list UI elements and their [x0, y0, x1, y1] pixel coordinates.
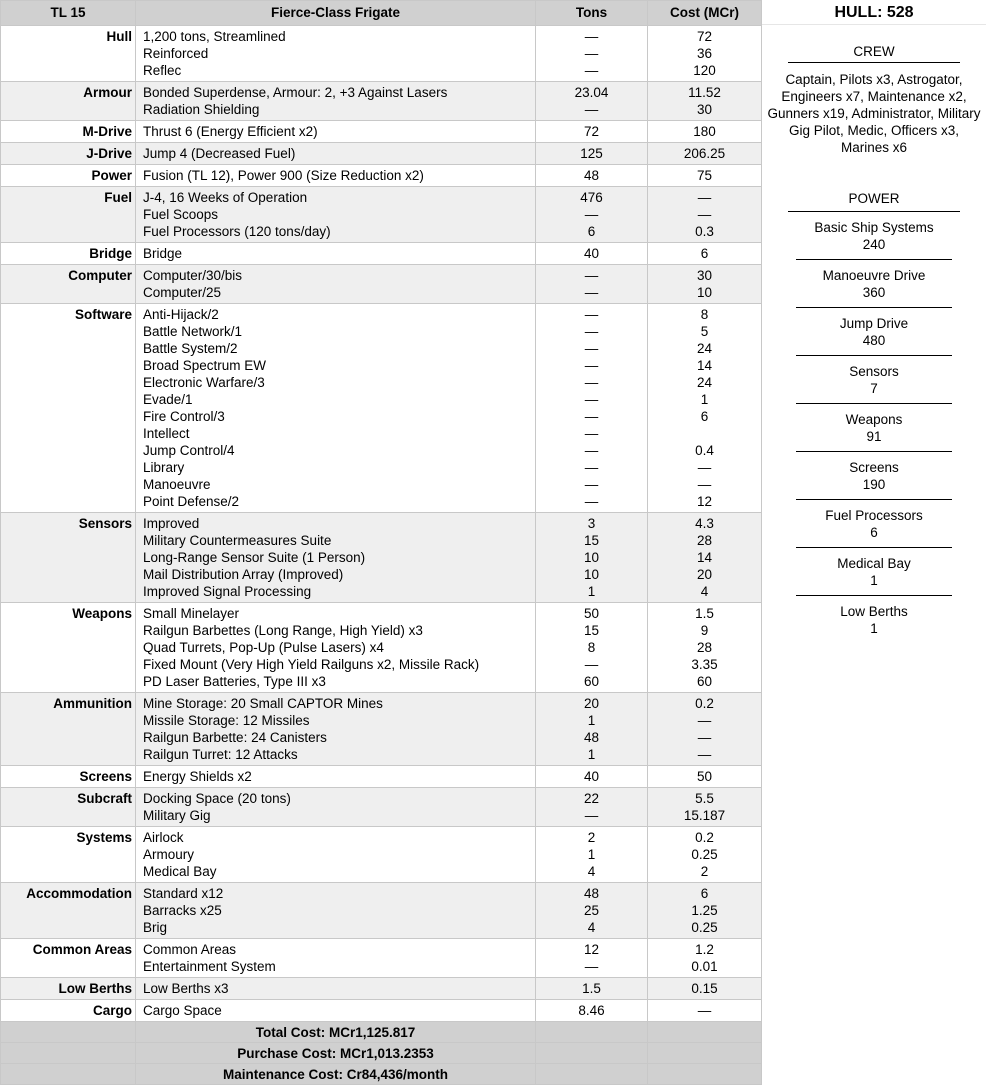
header-ship-name: Fierce-Class Frigate — [136, 1, 536, 26]
tons-value: 6 — [587, 224, 596, 239]
item-name: Fuel Scoops — [143, 207, 219, 222]
power-label: Medical Bay — [837, 556, 911, 571]
items-cell — [136, 939, 536, 978]
cost-value: 0.2 — [695, 830, 714, 845]
cost-cell — [648, 265, 762, 304]
cost-cell — [648, 26, 762, 82]
tons-value: 8.46 — [578, 1003, 605, 1018]
crew-list: Captain, Pilots x3, Astrogator, Engineers x7, Maintenance x2, Gunners x19, Administrator, Military Gig Pilot, Medic, Officers x3, Marines x6 — [767, 72, 981, 155]
tons-value: 48 — [583, 730, 600, 745]
table-row — [1, 265, 762, 304]
table-row — [1, 693, 762, 766]
tons-value: 4 — [587, 864, 596, 879]
items-cell — [136, 304, 536, 513]
cost-value: — — [697, 713, 712, 728]
items-cell — [136, 788, 536, 827]
tons-value: 72 — [583, 124, 600, 139]
items-cell — [136, 827, 536, 883]
cost-value: 0.3 — [695, 224, 714, 239]
item-name: Computer/25 — [143, 285, 222, 300]
cost-cell — [648, 603, 762, 693]
cost-cell — [648, 187, 762, 243]
power-heading: POWER — [848, 191, 900, 206]
power-value: 7 — [870, 381, 878, 396]
cost-value: — — [697, 207, 712, 222]
item-name: Evade/1 — [143, 392, 193, 407]
tons-value: — — [584, 460, 599, 475]
power-item — [796, 596, 952, 643]
cost-value: 11.52 — [688, 85, 721, 100]
items-cell — [136, 603, 536, 693]
tons-value: 48 — [583, 886, 600, 901]
item-name: Improved — [143, 516, 200, 531]
cost-value: 28 — [696, 533, 713, 548]
power-value: 190 — [862, 477, 886, 492]
cost-cell — [648, 121, 762, 143]
power-value: 1 — [870, 573, 878, 588]
crew-heading: CREW — [853, 44, 895, 59]
total-cost: Total Cost: MCr1,125.817 — [136, 1022, 536, 1043]
category-label: Low Berths — [1, 978, 136, 1000]
items-cell — [136, 513, 536, 603]
cost-cell — [648, 939, 762, 978]
items-cell — [136, 243, 536, 265]
power-value: 360 — [862, 285, 886, 300]
tons-value: — — [584, 375, 599, 390]
table-row — [1, 121, 762, 143]
tons-cell — [536, 304, 648, 513]
category-label: M-Drive — [1, 121, 136, 143]
tons-value: 40 — [583, 769, 600, 784]
cost-cell — [648, 788, 762, 827]
cost-value: 75 — [696, 168, 713, 183]
table-row — [1, 143, 762, 165]
item-name: Quad Turrets, Pop-Up (Pulse Lasers) x4 — [143, 640, 384, 655]
cost-value: 5.5 — [695, 791, 714, 806]
tons-value: — — [584, 268, 599, 283]
tons-value: 22 — [583, 791, 600, 806]
power-item — [796, 308, 952, 356]
cost-value: 3.35 — [691, 657, 718, 672]
item-name: Railgun Barbettes (Long Range, High Yield) x3 — [143, 623, 423, 638]
tons-value: — — [584, 392, 599, 407]
cost-value: 6 — [700, 246, 709, 261]
cost-value: 24 — [696, 375, 713, 390]
item-name: Armoury — [143, 847, 195, 862]
item-name: PD Laser Batteries, Type III x3 — [143, 674, 326, 689]
item-name: Mail Distribution Array (Improved) — [143, 567, 344, 582]
item-name: Point Defense/2 — [143, 494, 240, 509]
item-name: Standard x12 — [143, 886, 224, 901]
table-body — [1, 26, 762, 1022]
cost-cell — [648, 165, 762, 187]
table-row — [1, 883, 762, 939]
tons-value: 12 — [583, 942, 600, 957]
cost-value: 180 — [693, 124, 716, 139]
cost-value: 10 — [696, 285, 713, 300]
category-label: Sensors — [1, 513, 136, 603]
tons-value: 23.04 — [574, 85, 609, 100]
power-label: Sensors — [849, 364, 899, 379]
category-label: Subcraft — [1, 788, 136, 827]
cost-value: 12 — [696, 494, 713, 509]
item-name: Common Areas — [143, 942, 237, 957]
cost-value: — — [697, 460, 712, 475]
power-item — [796, 404, 952, 452]
cost-value: 8 — [700, 307, 709, 322]
tons-cell — [536, 693, 648, 766]
tons-value: 50 — [583, 606, 600, 621]
cost-value: 1.25 — [691, 903, 718, 918]
tons-value: — — [584, 426, 599, 441]
total-cost-row — [1, 1022, 762, 1043]
item-name: Railgun Barbette: 24 Canisters — [143, 730, 327, 745]
category-label: Power — [1, 165, 136, 187]
category-label: Fuel — [1, 187, 136, 243]
tons-cell — [536, 165, 648, 187]
cost-value: 14 — [696, 550, 713, 565]
tons-value: — — [584, 29, 599, 44]
category-label: Software — [1, 304, 136, 513]
item-name: J-4, 16 Weeks of Operation — [143, 190, 308, 205]
item-name: Bridge — [143, 246, 183, 261]
tons-value: 1 — [587, 747, 596, 762]
tons-value: 3 — [587, 516, 596, 531]
cost-value: 2 — [700, 864, 709, 879]
tons-value: 4 — [587, 920, 596, 935]
items-cell — [136, 121, 536, 143]
power-label: Fuel Processors — [825, 508, 923, 523]
tons-value: — — [584, 358, 599, 373]
cost-value: — — [697, 477, 712, 492]
cost-value: 30 — [696, 268, 713, 283]
tons-cell — [536, 26, 648, 82]
tons-value: 10 — [583, 550, 600, 565]
cost-value: 4.3 — [695, 516, 714, 531]
cost-value: 15.187 — [683, 808, 726, 823]
purchase-cost-row — [1, 1043, 762, 1064]
tons-cell — [536, 121, 648, 143]
tons-value: — — [584, 207, 599, 222]
cost-value: — — [697, 747, 712, 762]
table-row — [1, 827, 762, 883]
items-cell — [136, 26, 536, 82]
item-name: Improved Signal Processing — [143, 584, 312, 599]
cost-value: — — [697, 1003, 712, 1018]
item-name: Broad Spectrum EW — [143, 358, 267, 373]
cost-value: 0.25 — [691, 847, 718, 862]
header-tons: Tons — [536, 1, 648, 26]
hull-title: HULL: 528 — [762, 0, 986, 25]
tons-cell — [536, 603, 648, 693]
power-label: Weapons — [845, 412, 903, 427]
tons-cell — [536, 82, 648, 121]
tons-value: 2 — [587, 830, 596, 845]
item-name: Long-Range Sensor Suite (1 Person) — [143, 550, 366, 565]
tons-cell — [536, 939, 648, 978]
tons-value: 1 — [587, 847, 596, 862]
item-name: Manoeuvre — [143, 477, 211, 492]
cost-cell — [648, 304, 762, 513]
item-name: Brig — [143, 920, 168, 935]
category-label: Systems — [1, 827, 136, 883]
cost-value: 1.2 — [695, 942, 714, 957]
tons-value: — — [584, 808, 599, 823]
table-row — [1, 243, 762, 265]
item-name: Electronic Warfare/3 — [143, 375, 265, 390]
power-value: 480 — [862, 333, 886, 348]
cost-value: 28 — [696, 640, 713, 655]
cost-value: 50 — [696, 769, 713, 784]
item-name: Anti-Hijack/2 — [143, 307, 219, 322]
tons-cell — [536, 788, 648, 827]
category-label: Cargo — [1, 1000, 136, 1022]
tons-value: — — [584, 46, 599, 61]
cost-value: 36 — [696, 46, 713, 61]
item-name: Entertainment System — [143, 959, 276, 974]
cost-cell — [648, 693, 762, 766]
cost-value: 0.4 — [695, 443, 714, 458]
tons-cell — [536, 766, 648, 788]
cost-cell — [648, 243, 762, 265]
table-row — [1, 26, 762, 82]
power-value: 240 — [862, 237, 886, 252]
item-name: Radiation Shielding — [143, 102, 260, 117]
tons-value: 1 — [587, 584, 596, 599]
items-cell — [136, 883, 536, 939]
table-row — [1, 513, 762, 603]
items-cell — [136, 143, 536, 165]
item-name: Railgun Turret: 12 Attacks — [143, 747, 298, 762]
cost-cell — [648, 766, 762, 788]
table-row — [1, 82, 762, 121]
item-name: Medical Bay — [143, 864, 217, 879]
cost-cell — [648, 883, 762, 939]
power-label: Screens — [849, 460, 899, 475]
item-name: Airlock — [143, 830, 184, 845]
power-label: Jump Drive — [839, 316, 909, 331]
tons-value: — — [584, 657, 599, 672]
tons-value: — — [584, 959, 599, 974]
tons-value: 25 — [583, 903, 600, 918]
tons-value: 15 — [583, 623, 600, 638]
item-name: Docking Space (20 tons) — [143, 791, 291, 806]
item-name: Barracks x25 — [143, 903, 222, 918]
cost-cell — [648, 1000, 762, 1022]
items-cell — [136, 978, 536, 1000]
item-name: Jump Control/4 — [143, 443, 235, 458]
header-tech-level: TL 15 — [1, 1, 136, 26]
item-name: Fusion (TL 12), Power 900 (Size Reduction x2) — [143, 168, 424, 183]
items-cell — [136, 187, 536, 243]
tons-value: — — [584, 494, 599, 509]
tons-value: 10 — [583, 567, 600, 582]
cost-value: — — [697, 730, 712, 745]
category-label: Armour — [1, 82, 136, 121]
cost-value: 9 — [700, 623, 709, 638]
cost-value: 0.2 — [695, 696, 714, 711]
tons-value: 20 — [583, 696, 600, 711]
tons-value: 40 — [583, 246, 600, 261]
item-name: Jump 4 (Decreased Fuel) — [143, 146, 296, 161]
cost-value: 0.15 — [691, 981, 718, 996]
cost-value: 0.25 — [691, 920, 718, 935]
table-row — [1, 165, 762, 187]
power-list — [762, 212, 986, 643]
purchase-cost: Purchase Cost: MCr1,013.2353 — [136, 1043, 536, 1064]
tons-value: — — [584, 477, 599, 492]
item-name: Energy Shields x2 — [143, 769, 252, 784]
cost-value: 14 — [696, 358, 713, 373]
category-label: Common Areas — [1, 939, 136, 978]
cost-value: 0.01 — [691, 959, 718, 974]
tons-value: 125 — [580, 146, 603, 161]
cost-cell — [648, 978, 762, 1000]
tons-cell — [536, 827, 648, 883]
power-item — [796, 548, 952, 596]
category-label: Ammunition — [1, 693, 136, 766]
tons-value: — — [584, 409, 599, 424]
header-row — [1, 1, 762, 26]
cost-value: 5 — [700, 324, 709, 339]
cost-value: 72 — [696, 29, 713, 44]
power-label: Manoeuvre Drive — [822, 268, 926, 283]
table-row — [1, 603, 762, 693]
cost-value: 4 — [700, 584, 709, 599]
tons-value: — — [584, 324, 599, 339]
table-row — [1, 978, 762, 1000]
item-name: Military Countermeasures Suite — [143, 533, 332, 548]
power-value: 1 — [870, 621, 878, 636]
tons-cell — [536, 243, 648, 265]
tons-cell — [536, 883, 648, 939]
cost-value: 1.5 — [695, 606, 714, 621]
tons-cell — [536, 513, 648, 603]
tons-cell — [536, 265, 648, 304]
category-label: Weapons — [1, 603, 136, 693]
category-label: Screens — [1, 766, 136, 788]
tons-cell — [536, 978, 648, 1000]
cost-value: — — [697, 190, 712, 205]
item-name: Small Minelayer — [143, 606, 240, 621]
cost-value: 60 — [696, 674, 713, 689]
power-item — [796, 500, 952, 548]
tons-value: 8 — [587, 640, 596, 655]
items-cell — [136, 265, 536, 304]
cost-value: 6 — [700, 886, 709, 901]
tons-value: — — [584, 341, 599, 356]
items-cell — [136, 165, 536, 187]
table-row — [1, 939, 762, 978]
maintenance-cost-row — [1, 1064, 762, 1085]
cost-value — [648, 425, 761, 442]
maintenance-cost: Maintenance Cost: Cr84,436/month — [136, 1064, 536, 1085]
item-name: Low Berths x3 — [143, 981, 229, 996]
cost-value: 6 — [700, 409, 709, 424]
item-name: Missile Storage: 12 Missiles — [143, 713, 310, 728]
tons-value: 1.5 — [582, 981, 601, 996]
tons-value: 476 — [580, 190, 603, 205]
tons-cell — [536, 1000, 648, 1022]
tons-value: — — [584, 443, 599, 458]
category-label: Hull — [1, 26, 136, 82]
item-name: Battle Network/1 — [143, 324, 243, 339]
items-cell — [136, 82, 536, 121]
power-label: Low Berths — [840, 604, 908, 619]
cost-value: 1 — [700, 392, 709, 407]
tons-value: 1 — [587, 713, 596, 728]
item-name: Battle System/2 — [143, 341, 238, 356]
item-name: Cargo Space — [143, 1003, 222, 1018]
power-item — [796, 260, 952, 308]
cost-value: 120 — [693, 63, 716, 78]
category-label: Computer — [1, 265, 136, 304]
items-cell — [136, 1000, 536, 1022]
sidebar-summary — [762, 0, 986, 643]
power-value: 6 — [870, 525, 878, 540]
item-name: Reinforced — [143, 46, 209, 61]
tons-value: — — [584, 63, 599, 78]
category-label: Accommodation — [1, 883, 136, 939]
cost-cell — [648, 143, 762, 165]
item-name: Fire Control/3 — [143, 409, 225, 424]
table-row — [1, 304, 762, 513]
item-name: Bonded Superdense, Armour: 2, +3 Against Lasers — [143, 85, 448, 100]
power-value: 91 — [866, 429, 882, 444]
item-name: Library — [143, 460, 185, 475]
tons-value: — — [584, 102, 599, 117]
cost-cell — [648, 827, 762, 883]
tons-value: — — [584, 285, 599, 300]
cost-value: 24 — [696, 341, 713, 356]
item-name: 1,200 tons, Streamlined — [143, 29, 286, 44]
item-name: Fuel Processors (120 tons/day) — [143, 224, 331, 239]
table-row — [1, 187, 762, 243]
item-name: Reflec — [143, 63, 182, 78]
cost-value: 206.25 — [683, 146, 726, 161]
item-name: Computer/30/bis — [143, 268, 243, 283]
table-row — [1, 788, 762, 827]
cost-cell — [648, 513, 762, 603]
tons-cell — [536, 143, 648, 165]
power-label: Basic Ship Systems — [814, 220, 934, 235]
power-item — [796, 212, 952, 260]
items-cell — [136, 693, 536, 766]
cost-value: 20 — [696, 567, 713, 582]
table-row — [1, 766, 762, 788]
item-name: Fixed Mount (Very High Yield Railguns x2, Missile Rack) — [143, 657, 480, 672]
tons-cell — [536, 187, 648, 243]
category-label: J-Drive — [1, 143, 136, 165]
tons-value: 60 — [583, 674, 600, 689]
item-name: Military Gig — [143, 808, 211, 823]
item-name: Mine Storage: 20 Small CAPTOR Mines — [143, 696, 383, 711]
power-item — [796, 452, 952, 500]
header-cost: Cost (MCr) — [648, 1, 762, 26]
category-label: Bridge — [1, 243, 136, 265]
table-row — [1, 1000, 762, 1022]
tons-value: 15 — [583, 533, 600, 548]
tons-value: 48 — [583, 168, 600, 183]
cost-cell — [648, 82, 762, 121]
cost-value: 30 — [696, 102, 713, 117]
tons-value: — — [584, 307, 599, 322]
item-name: Thrust 6 (Energy Efficient x2) — [143, 124, 318, 139]
power-item — [796, 356, 952, 404]
item-name: Intellect — [143, 426, 190, 441]
items-cell — [136, 766, 536, 788]
